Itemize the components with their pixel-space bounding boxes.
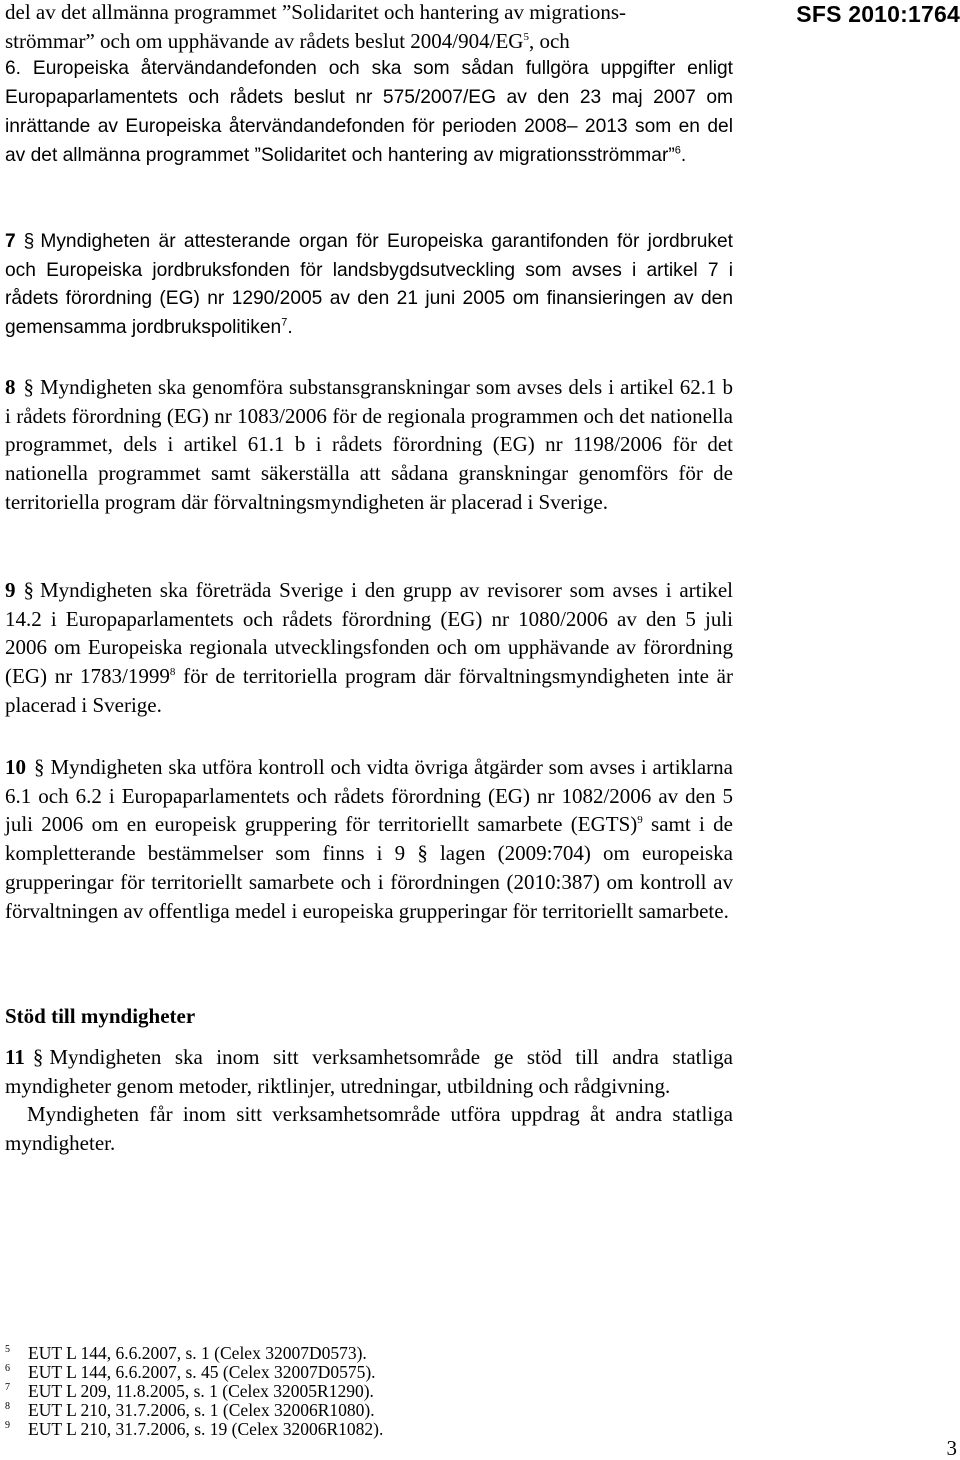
section-10-text-end: lagen (2009:704) om europeiska grupperingar för territoriellt samarbete och i förordningen (2010:387) om kontroll av förvaltningen av offentliga medel i europeiska grupperingar för territoriellt samarbete. — [5, 841, 733, 923]
section-11 — [5, 1043, 733, 1158]
top-line-2-end: , och — [528, 28, 570, 53]
section-10-number: 10 — [5, 755, 26, 779]
footnote-ref-9: 9 — [637, 814, 643, 827]
section-mark: § — [23, 231, 35, 252]
section-11-paragraph-2 — [5, 1100, 733, 1157]
footnote-number: 5 — [5, 1344, 10, 1356]
section-8 — [5, 373, 733, 517]
section-7-end: . — [287, 317, 293, 339]
section-mark: § — [417, 841, 428, 866]
section-11-number: 11 — [5, 1045, 25, 1069]
item-6-text: 6. Europeiska återvändandefonden och ska som sådan fullgöra uppgifter enligt Europaparlamentets och rådets beslut nr 575/2007/EG av den 23 maj 2007 om inrättande av Europeiska återvändandefonden för perioden 2008– 2013 som en del av det allmänna programmet ”Solidaritet och hantering av migrationsströmmar” — [5, 58, 733, 166]
footnote — [5, 1363, 376, 1382]
section-9-text-end: för de territoriella program där förvaltningsmyndigheten inte är placerad i Sverige. — [5, 664, 733, 717]
footnote-number: 8 — [5, 1401, 10, 1413]
section-mark: § — [32, 1045, 44, 1069]
section-7-text: Myndigheten är attesterande organ för Europeiska garantifonden för jordbruket och Europeiska jordbruksfonden för landsbygdsutveckling som avses i artikel 7 i rådets förordning (EG) nr 1290/2005 av den 21 juni 2005 om finansieringen av den gemensamma jordbrukspolitiken — [5, 231, 733, 339]
footnote — [5, 1382, 374, 1401]
section-10-text: Myndigheten ska utföra kontroll och vidta övriga åtgärder som avses i artiklarna 6.1 och 6.2 i Europaparlamentets och rådets förordning (EG) nr 1082/2006 av den 5 juli 2006 om en europeisk gruppering för territoriellt samarbete (EGTS) — [5, 755, 733, 837]
section-mark: § — [23, 578, 34, 602]
footnote-text: EUT L 210, 31.7.2006, s. 19 (Celex 32006R1082). — [28, 1419, 384, 1439]
footnote-text: EUT L 144, 6.6.2007, s. 1 (Celex 32007D0573). — [28, 1343, 367, 1363]
footnote-number: 9 — [5, 1420, 10, 1432]
footnote-ref-7: 7 — [281, 316, 288, 329]
section-11-text: Myndigheten ska inom sitt verksamhetsområde ge stöd till andra statliga myndigheter genom metoder, riktlinjer, utredningar, utbildning och rådgivning. — [5, 1045, 733, 1098]
top-line-2-text: strömmar” och om upphävande av rådets beslut 2004/904/EG — [5, 28, 524, 53]
top-line-2 — [5, 27, 733, 56]
page-number: 3 — [946, 1436, 957, 1460]
section-9-paragraph — [5, 576, 733, 720]
section-8-paragraph — [5, 373, 733, 517]
section-10-text-mid: samt i de kompletterande bestämmelser som finns i 9 — [5, 812, 733, 866]
section-8-text: Myndigheten ska genomföra substansgranskningar som avses dels i artikel 62.1 b i rådets förordning (EG) nr 1083/2006 för de regionala programmen och det nationella programmet, dels i artikel 61.1 b i rådets förordning (EG) nr 1198/2006 för det nationella programmet samt säkerställa att sådana granskningar genomförs för de territoriella program där förvaltningsmyndigheten är placerad i Sverige. — [5, 375, 733, 514]
footnote — [5, 1344, 367, 1363]
footnote-text: EUT L 144, 6.6.2007, s. 45 (Celex 32007D0575). — [28, 1362, 376, 1382]
section-7-paragraph — [5, 228, 733, 343]
footnote-number: 7 — [5, 1382, 10, 1394]
section-9-number: 9 — [5, 578, 16, 602]
section-10-paragraph — [5, 753, 733, 925]
footnote-text: EUT L 209, 11.8.2005, s. 1 (Celex 32005R1290). — [28, 1381, 374, 1401]
footnote-ref-5: 5 — [523, 30, 529, 43]
subheading: Stöd till myndigheter — [5, 1004, 196, 1028]
section-11-paragraph — [5, 1043, 733, 1100]
footnote-ref-8: 8 — [169, 666, 176, 679]
section-mark: § — [23, 375, 34, 399]
section-mark: § — [34, 755, 45, 779]
section-10 — [5, 753, 733, 925]
top-line-1 — [5, 0, 733, 27]
section-7-number: 7 — [5, 231, 16, 252]
section-9 — [5, 576, 733, 720]
item-6-end: . — [680, 144, 687, 166]
section-9-text: Myndigheten ska företräda Sverige i den grupp av revisorer som avses i artikel 14.2 i Europaparlamentets och rådets förordning (EG) nr 1080/2006 av den 5 juli 2006 om Europeiska regionala utvecklingsfonden och om upphävande av förordning (EG) nr 1783/1999 — [5, 578, 733, 689]
sfs-number: SFS 2010:1764 — [796, 1, 960, 27]
section-8-number: 8 — [5, 375, 16, 399]
footnote — [5, 1420, 383, 1439]
section-7 — [5, 228, 733, 343]
top-line-1-text: del av det allmänna programmet ”Solidaritet och hantering av migrations- — [5, 0, 627, 24]
top-block — [5, 0, 733, 170]
footnote — [5, 1401, 375, 1420]
item-6 — [5, 55, 733, 170]
footnote-number: 6 — [5, 1363, 10, 1375]
section-11-text-2: Myndigheten får inom sitt verksamhetsområde utföra uppdrag åt andra statliga myndigheter. — [5, 1102, 733, 1156]
footnote-text: EUT L 210, 31.7.2006, s. 1 (Celex 32006R1080). — [28, 1400, 375, 1420]
footnote-ref-6: 6 — [674, 144, 681, 157]
